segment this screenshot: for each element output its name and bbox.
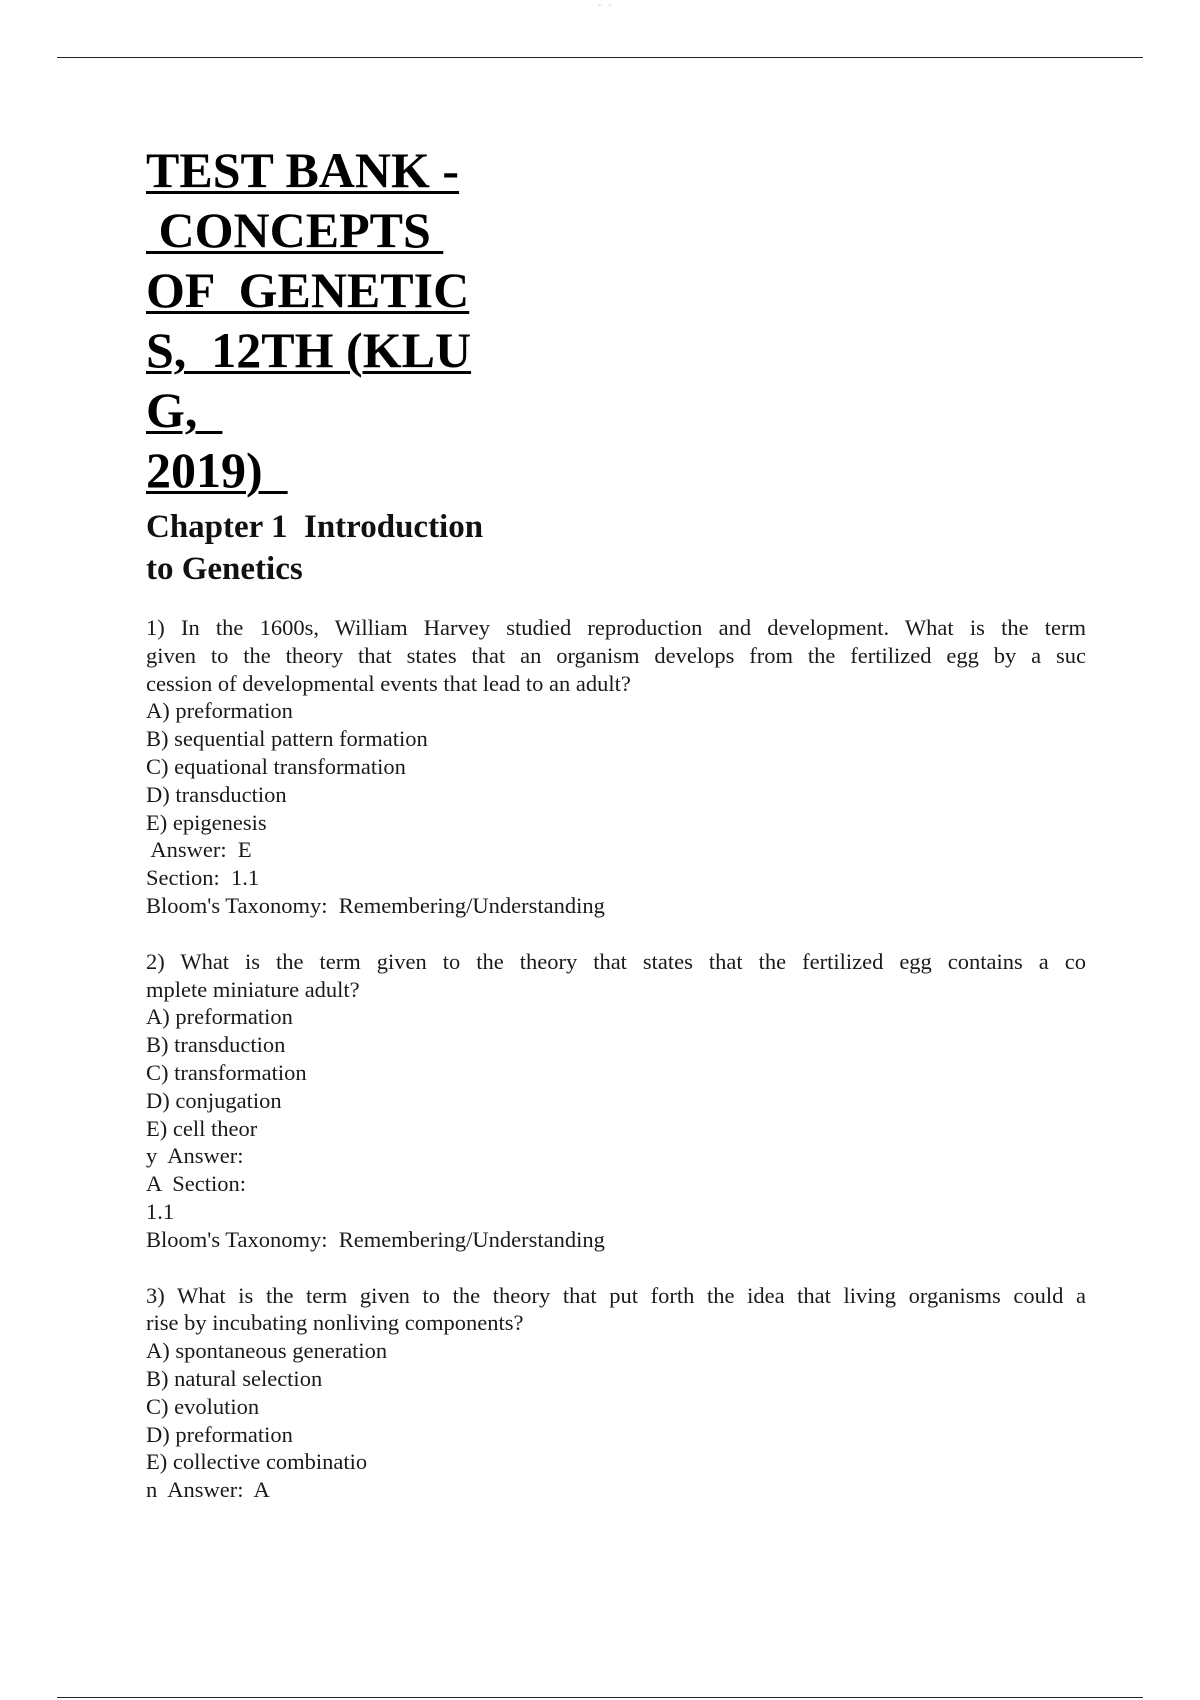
question-stem-line: 1) In the 1600s, William Harvey studied reproduction and development. What is the term (146, 615, 1086, 640)
title-line: G, (146, 382, 223, 438)
answer-option-c: C) evolution (146, 1393, 260, 1419)
answer-option-a: A) spontaneous generation (146, 1338, 388, 1364)
answer-key: Answer: E (146, 837, 252, 863)
answer-option-d: D) transduction (146, 781, 287, 807)
answer-option-b: B) natural selection (146, 1365, 323, 1391)
question-2 (146, 948, 1086, 1254)
top-rule (57, 57, 1143, 58)
answer-option-c: C) equational transformation (146, 753, 406, 779)
answer-option-a: A) preformation (146, 1004, 293, 1030)
title-line: CONCEPTS (146, 202, 444, 258)
answer-option-c: C) transformation (146, 1059, 307, 1085)
blooms-taxonomy: Bloom's Taxonomy: Remembering/Understanding (146, 1226, 605, 1252)
section-reference: Section: 1.1 (146, 865, 260, 891)
answer-key: n Answer: A (146, 1477, 270, 1503)
title-line: 2019) (146, 442, 288, 498)
page-header-mark: - - (598, 0, 614, 11)
chapter-heading-line: to Genetics (146, 551, 303, 587)
answer-option-a: A) preformation (146, 698, 293, 724)
answer-option-b: B) transduction (146, 1032, 286, 1058)
section-number: 1.1 (146, 1198, 175, 1224)
page-content (146, 140, 1086, 1532)
chapter-heading-line: Chapter 1 Introduction (146, 509, 484, 545)
question-stem-line: 2) What is the term given to the theory that states that the fertilized egg contains a co (146, 948, 1086, 974)
answer-option-d: D) preformation (146, 1421, 293, 1447)
answer-option-e: E) collective combinatio (146, 1449, 368, 1475)
question-1 (146, 614, 1086, 920)
answer-option-d: D) conjugation (146, 1087, 282, 1113)
answer-key: y Answer: (146, 1143, 244, 1169)
question-stem-line: 3) What is the term given to the theory that put forth the idea that living organisms could a (146, 1282, 1086, 1308)
section-reference: A Section: (146, 1171, 246, 1197)
chapter-heading (146, 506, 1086, 590)
answer-option-e: E) cell theor (146, 1115, 258, 1141)
question-list (146, 614, 1086, 1504)
question-stem-line: rise by incubating nonliving components? (146, 1310, 524, 1336)
blooms-taxonomy: Bloom's Taxonomy: Remembering/Understanding (146, 892, 605, 918)
document-title (146, 140, 1086, 500)
question-stem-line: cession of developmental events that lead to an adult? (146, 670, 631, 696)
answer-option-b: B) sequential pattern formation (146, 726, 428, 752)
answer-option-e: E) epigenesis (146, 809, 267, 835)
bottom-rule (57, 1697, 1143, 1698)
title-line: OF GENETIC (146, 262, 470, 318)
question-3 (146, 1282, 1086, 1504)
title-line: TEST BANK - (146, 142, 460, 198)
question-stem-line: given to the theory that states that an organism develops from the fertilized egg by a suc (146, 642, 1086, 668)
question-stem-line: mplete miniature adult? (146, 976, 360, 1002)
title-line: S, 12TH (KLU (146, 322, 472, 378)
